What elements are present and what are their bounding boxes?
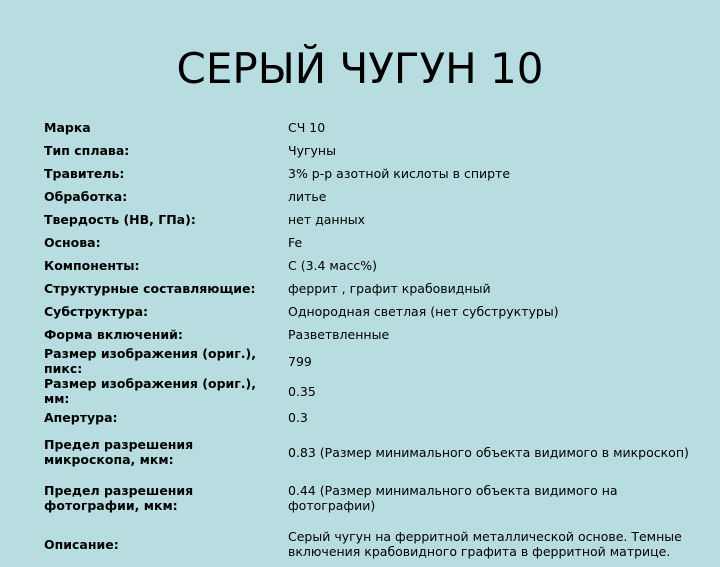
row-label: Предел разрешения микроскопа, мкм: xyxy=(44,437,194,467)
row-value: Однородная светлая (нет субструктуры) xyxy=(288,304,559,319)
row-label: Апертура: xyxy=(44,410,118,425)
row-value: нет данных xyxy=(288,212,366,227)
row-value: Чугуны xyxy=(288,143,336,158)
table-row-components xyxy=(44,254,704,277)
row-label: Описание: xyxy=(44,536,119,552)
table-row-inclusion-shape xyxy=(44,323,704,346)
row-value: феррит , графит крабовидный xyxy=(288,281,491,296)
row-label: Форма включений: xyxy=(44,327,183,342)
row-value: литье xyxy=(288,189,327,204)
row-label: Основа: xyxy=(44,235,101,250)
table-row-description xyxy=(44,521,704,567)
row-label: Компоненты: xyxy=(44,258,140,273)
table-row-base xyxy=(44,231,704,254)
table-row-image-size-px xyxy=(44,346,704,376)
row-value: C (3.4 масс%) xyxy=(288,258,378,273)
row-label: Субструктура: xyxy=(44,304,149,319)
properties-table xyxy=(44,116,704,567)
row-value: Серый чугун на ферритной металлической основе. Темные включения крабовидного графита в ферритной матрице. xyxy=(288,529,682,559)
row-label: Структурные составляющие: xyxy=(44,281,256,296)
table-row-hardness xyxy=(44,208,704,231)
row-label: Размер изображения (ориг.), мм: xyxy=(44,376,257,406)
table-row-microscope-resolution xyxy=(44,429,704,475)
row-label: Тип сплава: xyxy=(44,143,130,158)
row-label: Обработка: xyxy=(44,189,128,204)
table-row-structural-constituents xyxy=(44,277,704,300)
table-row-grade xyxy=(44,116,704,139)
row-value: 799 xyxy=(288,353,312,369)
row-value: 3% р-р азотной кислоты в спирте xyxy=(288,166,511,181)
row-value: СЧ 10 xyxy=(288,120,326,135)
row-value: 0.44 (Размер минимального объекта видимого на фотографии) xyxy=(288,483,618,513)
row-value: Разветвленные xyxy=(288,327,390,342)
table-row-substructure xyxy=(44,300,704,323)
table-row-image-size-mm xyxy=(44,376,704,406)
row-value: 0.35 xyxy=(288,383,316,399)
row-value: 0.3 xyxy=(288,410,308,425)
row-label: Травитель: xyxy=(44,166,125,181)
row-label: Марка xyxy=(44,120,91,135)
table-row-photo-resolution xyxy=(44,475,704,521)
row-value: Fe xyxy=(288,235,303,250)
row-label: Предел разрешения фотографии, мкм: xyxy=(44,483,194,513)
table-row-aperture xyxy=(44,406,704,429)
table-row-etchant xyxy=(44,162,704,185)
table-row-alloy-type xyxy=(44,139,704,162)
row-label: Размер изображения (ориг.), пикс: xyxy=(44,346,257,376)
row-value: 0.83 (Размер минимального объекта видимого в микроскоп) xyxy=(288,444,689,460)
slide-title: СЕРЫЙ ЧУГУН 10 xyxy=(176,44,544,93)
row-label: Твердость (HB, ГПа): xyxy=(44,212,196,227)
table-row-treatment xyxy=(44,185,704,208)
